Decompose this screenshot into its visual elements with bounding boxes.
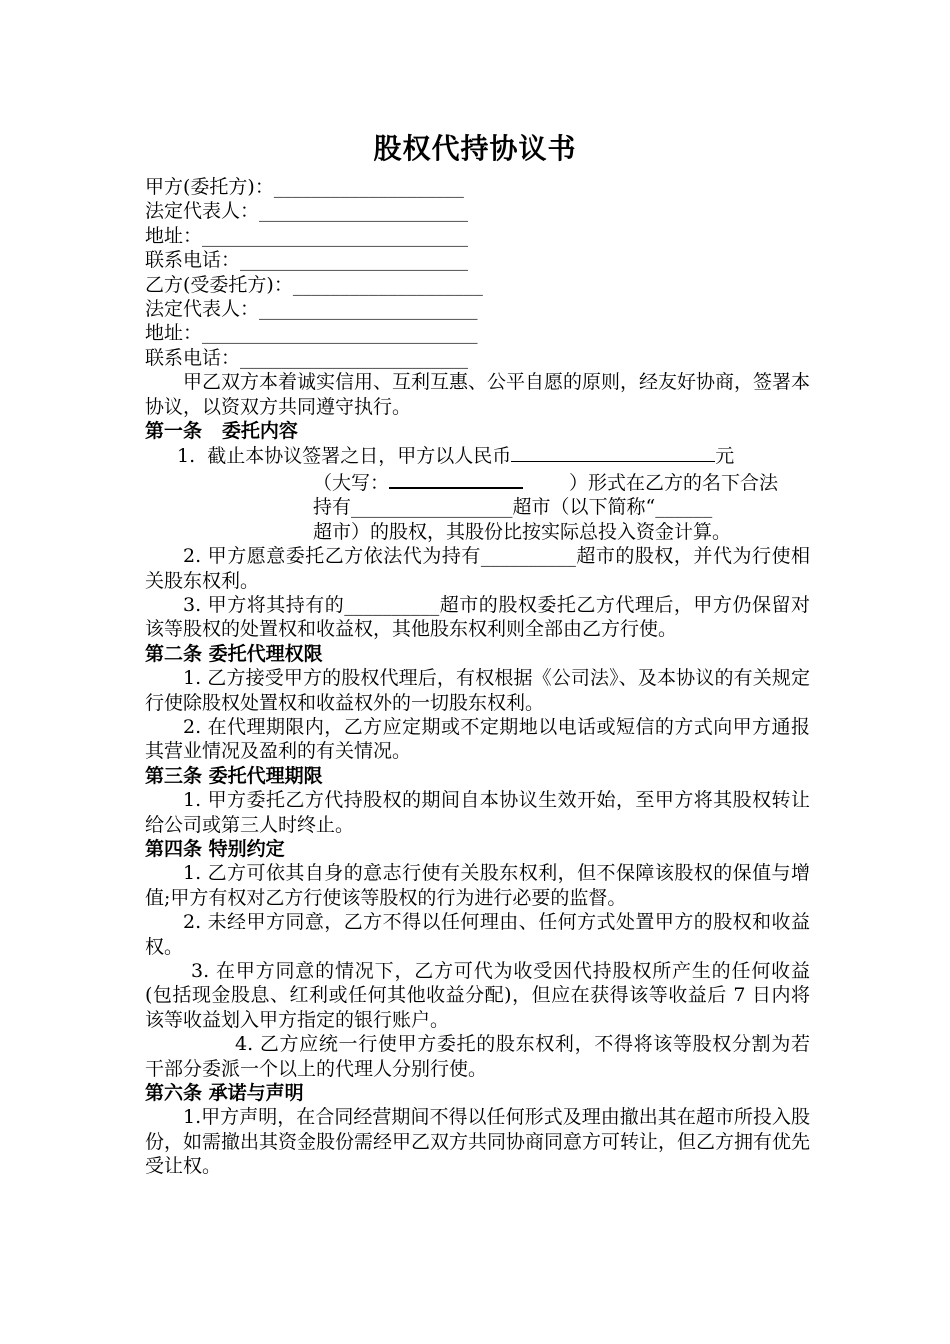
- party-a-name-label: 甲方(委托方)：: [145, 176, 274, 198]
- party-a-addr: [145, 224, 810, 248]
- art2-clause2: 2. 在代理期限内，乙方应定期或不定期地以电话或短信的方式向甲方通报其营业情况及盈利的有关情况。: [145, 715, 810, 763]
- document-title: 股权代持协议书: [373, 132, 577, 165]
- party-b-addr-label: 地址：: [145, 322, 203, 345]
- party-a-phone-label: 联系电话：: [145, 249, 241, 272]
- abbr-label: 超市（以下简称“: [512, 496, 656, 519]
- art4-clause1: 1. 乙方可依其自身的意志行使有关股东权利，但不保障该股权的保值与增值;甲方有权对乙方行使该等股权的行为进行必要的监督。: [145, 862, 810, 909]
- party-b-phone-label: 联系电话：: [145, 346, 241, 369]
- yuan-label: 元: [715, 445, 735, 468]
- party-b-addr-blank: _____________________________: [202, 322, 478, 345]
- art1-clause1-line3: [145, 495, 810, 519]
- art4-clause4: 4. 乙方应统一行使甲方委托的股东权利，不得将该等股权分割为若干部分委派一个以上的代理人分别行使。: [145, 1033, 810, 1080]
- party-a-phone-blank: ________________________: [240, 249, 469, 272]
- art1-clause1-line2: [145, 469, 810, 495]
- party-b-name: [145, 273, 810, 297]
- article-4-heading: 第四条 特别约定: [145, 837, 285, 860]
- party-a-name: [145, 175, 810, 199]
- hold-label: 持有: [313, 496, 352, 519]
- party-b-rep-label: 法定代表人：: [145, 298, 260, 321]
- art4-clause2: 2. 未经甲方同意，乙方不得以任何理由、任何方式处置甲方的股权和收益权。: [145, 911, 810, 958]
- party-a-name-blank: ____________________: [273, 176, 464, 198]
- art1-clause3: 3. 甲方将其持有的__________超市的股权委托乙方代理后，甲方仍保留对该等股权的处置权和收益权，其他股东权利则全部由乙方行使。: [145, 593, 810, 641]
- amount-blank: [511, 443, 715, 462]
- art1-clause1-line1: [145, 443, 810, 468]
- art3-clause1: 1. 甲方委托乙方代持股权的期间自本协议生效开始，至甲方将其股权转让给公司或第三人时终止。: [145, 789, 810, 836]
- uppercase-label: （大写：: [313, 471, 390, 494]
- art2-clause1: 1. 乙方接受甲方的股权代理后，有权根据《公司法》、及本协议的有关规定行使除股权处置权和收益权外的一切股东权利。: [145, 667, 810, 714]
- article-3-heading: 第三条 委托代理期限: [145, 764, 323, 787]
- supermarket-name-blank: _________________: [351, 496, 513, 519]
- party-b-phone-blank: ________________________: [240, 346, 469, 369]
- uppercase-amount-blank: [389, 469, 523, 489]
- party-a-addr-label: 地址：: [145, 224, 203, 247]
- party-b-addr: [145, 321, 810, 345]
- article-6-heading: 第六条 承诺与声明: [145, 1082, 304, 1105]
- party-a-rep-blank: ______________________: [259, 200, 469, 223]
- party-b-rep: [145, 297, 810, 321]
- art6-clause1: 1.甲方声明，在合同经营期间不得以任何形式及理由撤出其在超市所投入股份，如需撤出其资金股份需经甲乙双方共同协商同意方可转让，但乙方拥有优先受让权。: [145, 1106, 811, 1178]
- party-b-rep-blank: _______________________: [259, 298, 478, 321]
- party-a-addr-blank: ____________________________: [202, 224, 469, 247]
- abbr-blank: ______: [655, 496, 713, 519]
- art1-clause1-line2-text: ）形式在乙方的名下合法: [569, 471, 779, 494]
- article-2-heading: 第二条 委托代理权限: [145, 642, 323, 665]
- art1-clause2: 2. 甲方愿意委托乙方依法代为持有__________超市的股权，并代为行使相关股东权利。: [145, 545, 810, 592]
- party-b-name-label: 乙方(受委托方)：: [145, 273, 293, 296]
- art1-clause1-line4-text: 超市）的股权，其股份比按实际总投入资金计算。: [313, 520, 732, 543]
- document-body: [145, 175, 810, 1179]
- art1-clause1-text: 1. 截止本协议签署之日，甲方以人民币: [177, 445, 512, 468]
- article-1-heading: 第一条 委托内容: [145, 420, 298, 443]
- party-a-rep-label: 法定代表人：: [145, 200, 260, 223]
- art4-clause3: 3. 在甲方同意的情况下，乙方可代为收受因代持股权所产生的任何收益(包括现金股息、红利或任何其他收益分配)，但应在获得该等收益后 7 日内将该等收益划入甲方指定的银行账户。: [145, 960, 810, 1031]
- party-b-name-blank: ____________________: [292, 273, 483, 296]
- party-a-phone: [145, 248, 810, 272]
- art1-clause1-line4: [145, 520, 810, 544]
- party-b-phone: [145, 346, 810, 370]
- intro-paragraph: 甲乙双方本着诚实信用、互利互惠、公平自愿的原则，经友好协商，签署本协议，以资双方共同遵守执行。: [145, 371, 811, 418]
- party-a-rep: [145, 199, 810, 223]
